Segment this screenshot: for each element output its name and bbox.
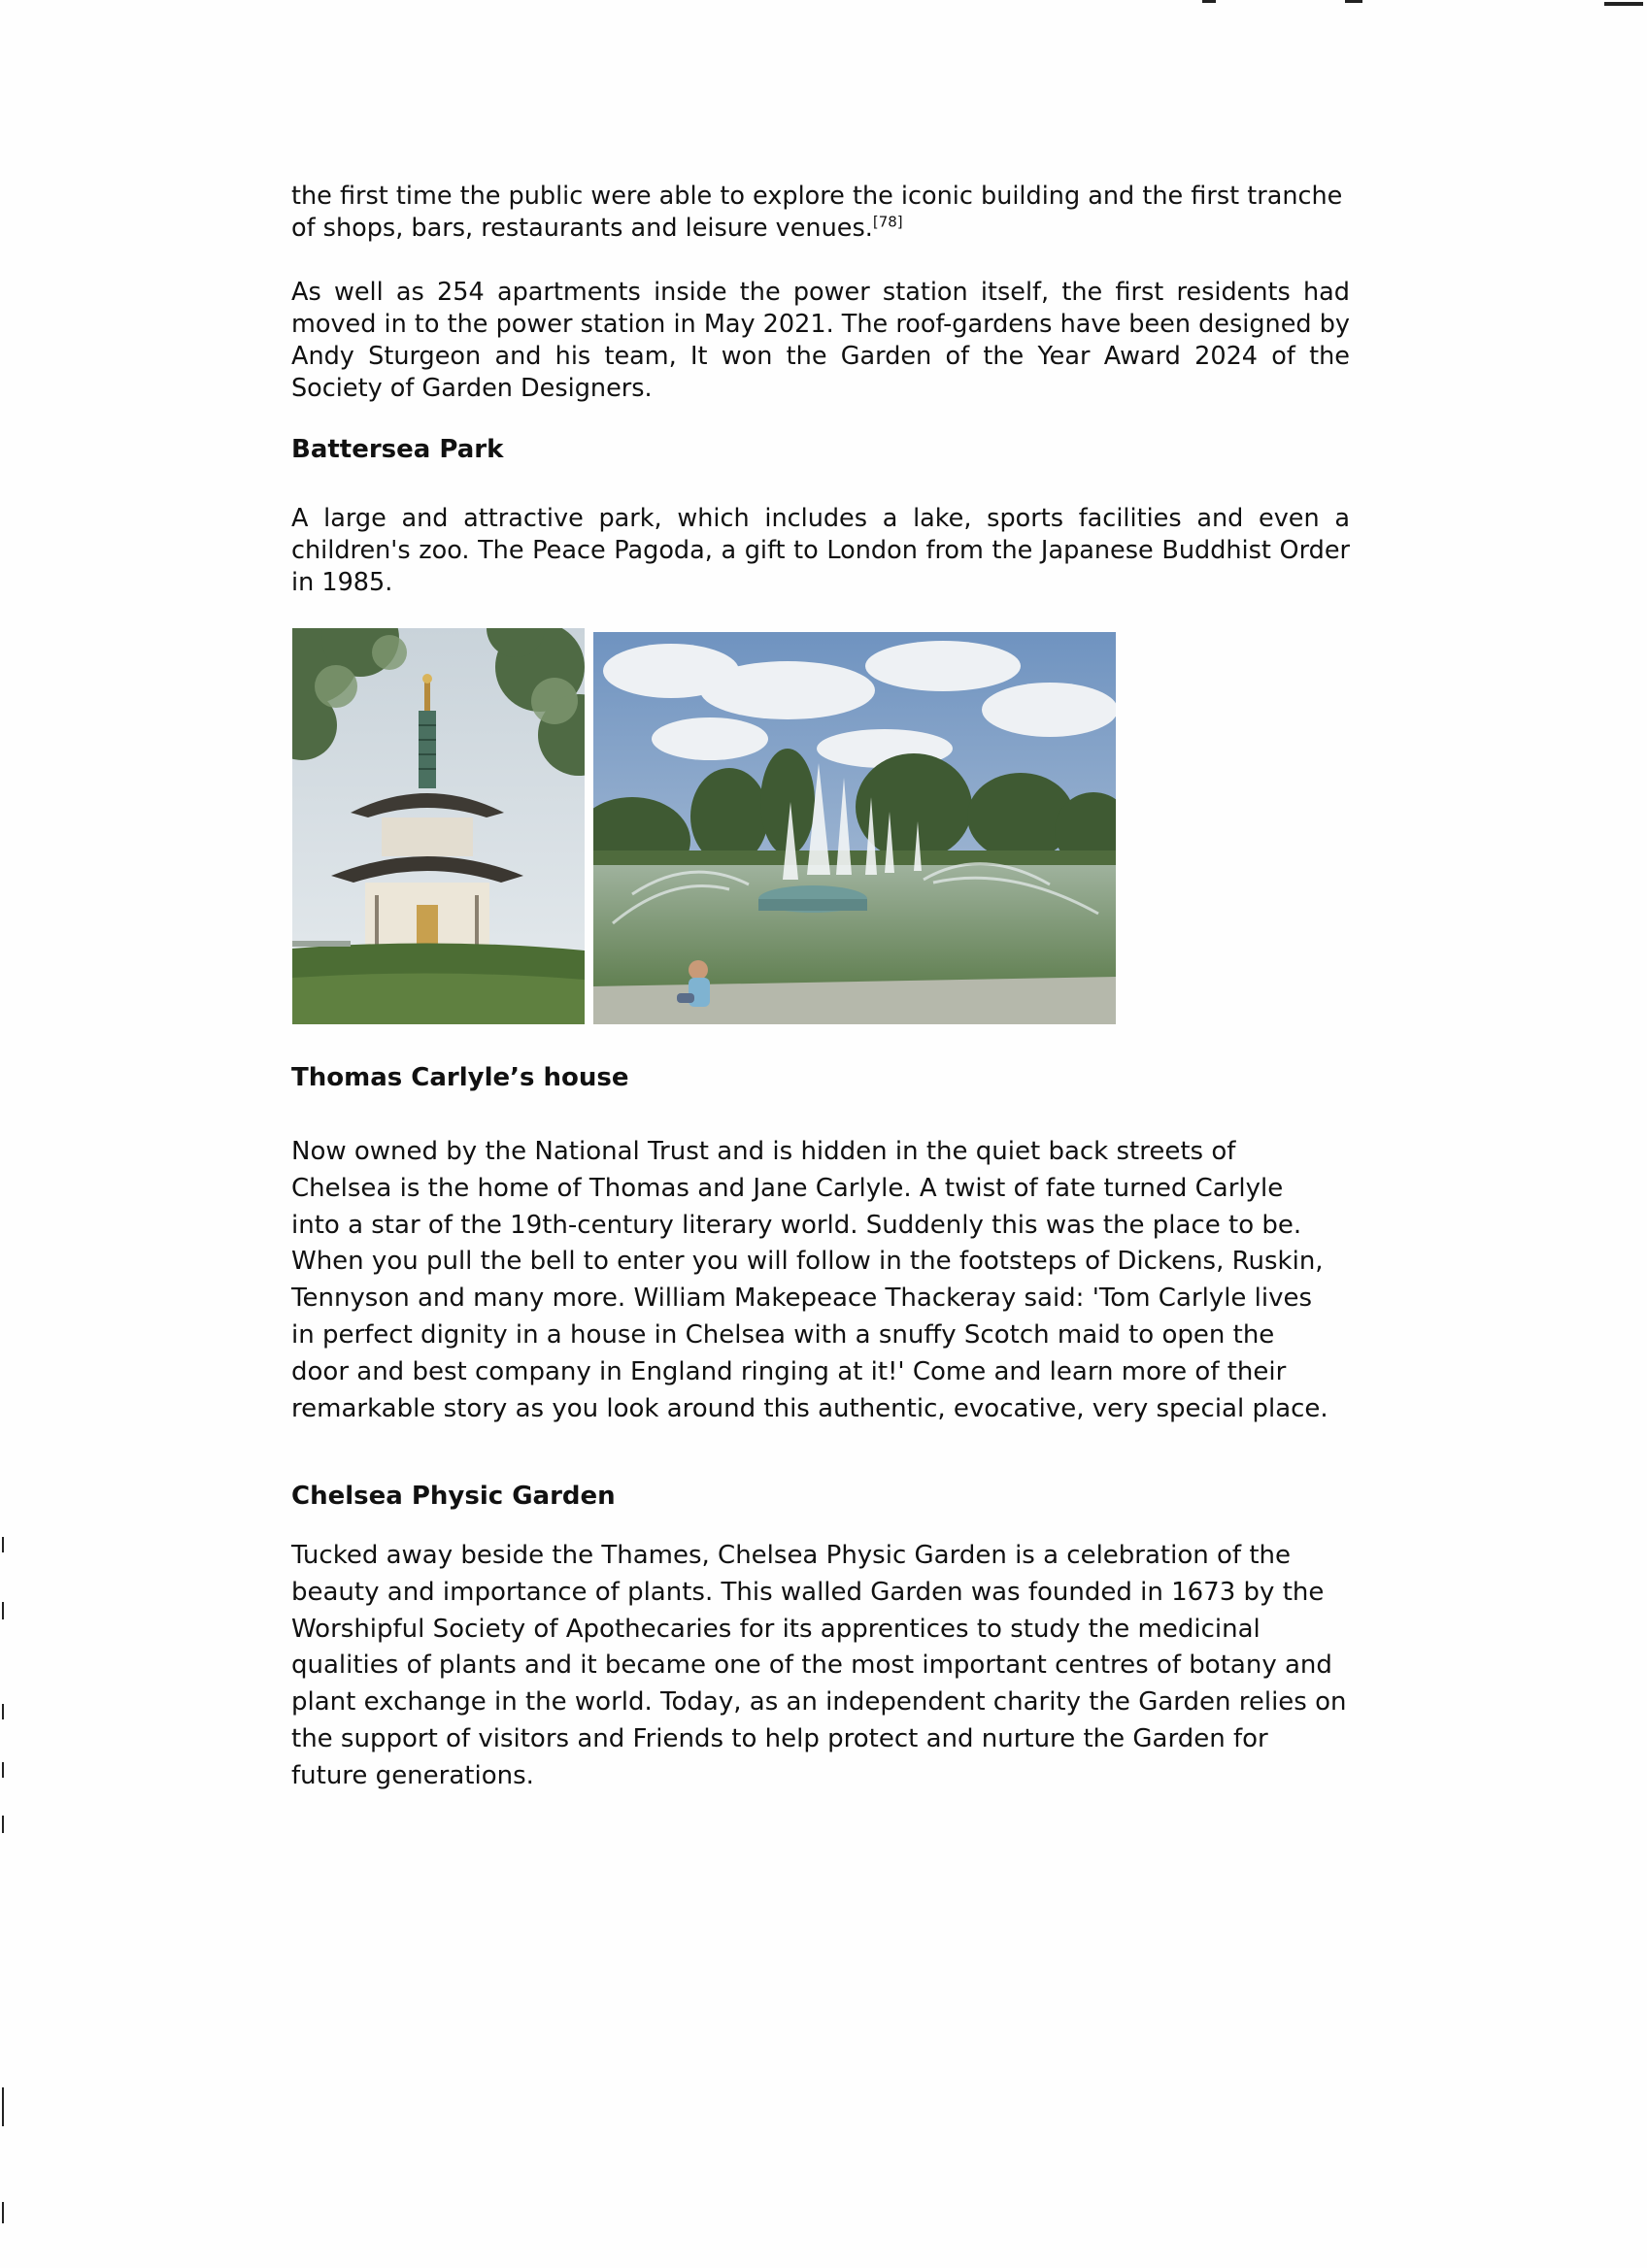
fountains-image [593, 632, 1116, 1024]
citation-78[interactable]: [78] [872, 213, 903, 231]
peace-pagoda-image [292, 628, 585, 1024]
scan-mark-top [1345, 0, 1362, 3]
scan-mark-margin [2, 1704, 4, 1719]
section-heading-thomas-carlyles-house: Thomas Carlyle’s house [291, 1063, 629, 1092]
scan-mark-top [1202, 0, 1216, 3]
peace-pagoda-photo [292, 628, 585, 1024]
thomas-carlyle-paragraph: Now owned by the National Trust and is hidden in the quiet back streets of Chelsea is the home of Thomas and Jane Carlyle. A twist of fate turned Carlyle into a star of the 19th-century literary world. Suddenly this was the place to be. When you pull the bell to enter you will follow in the footsteps of Dickens, Ruskin, Tennyson and many more. William Makepeace Thackeray said: 'Tom Carlyle lives in perfect dignity in a house in Chelsea with a snuffy Scotch maid to open the door and best company in England ringing at it!' Come and learn more of their remarkable story as you look around this authentic, evocative, very special place. [291, 1137, 1328, 1423]
scan-mark-margin [2, 1762, 4, 1778]
power-station-paragraph: As well as 254 apartments inside the power station itself, the first residents had moved in to the power station in May 2021. The roof-gardens have been designed by Andy Sturgeon and his team, It won the Garden of the Year Award 2024 of the Society of Garden Designers. [291, 278, 1350, 403]
scan-mark-margin [2, 2087, 4, 2126]
section-heading-battersea-park: Battersea Park [291, 435, 504, 464]
intro-paragraph [291, 181, 1350, 245]
fountains-photo [593, 632, 1116, 1024]
scan-mark-margin [2, 1602, 4, 1619]
scan-mark-margin [2, 1816, 4, 1833]
scan-mark-margin [2, 2202, 4, 2223]
chelsea-physic-garden-paragraph: Tucked away beside the Thames, Chelsea Physic Garden is a celebration of the beauty and importance of plants. This walled Garden was founded in 1673 by the Worshipful Society of Apothecaries for its apprentices to study the medicinal qualities of plants and it became one of the most important centres of botany and plant exchange in the world. Today, as an independent charity the Garden relies on the support of visitors and Friends to help protect and nurture the Garden for future generations. [291, 1541, 1347, 1790]
battersea-park-paragraph: A large and attractive park, which includes a lake, sports facilities and even a children's zoo. The Peace Pagoda, a gift to London from the Japanese Buddhist Order in 1985. [291, 504, 1350, 597]
scan-mark-top-right [1604, 2, 1643, 6]
scan-mark-margin [2, 1537, 4, 1552]
section-heading-chelsea-physic-garden: Chelsea Physic Garden [291, 1482, 616, 1511]
intro-text: the first time the public were able to explore the iconic building and the first tranche of shops, bars, restaurants and leisure venues. [291, 182, 1343, 243]
